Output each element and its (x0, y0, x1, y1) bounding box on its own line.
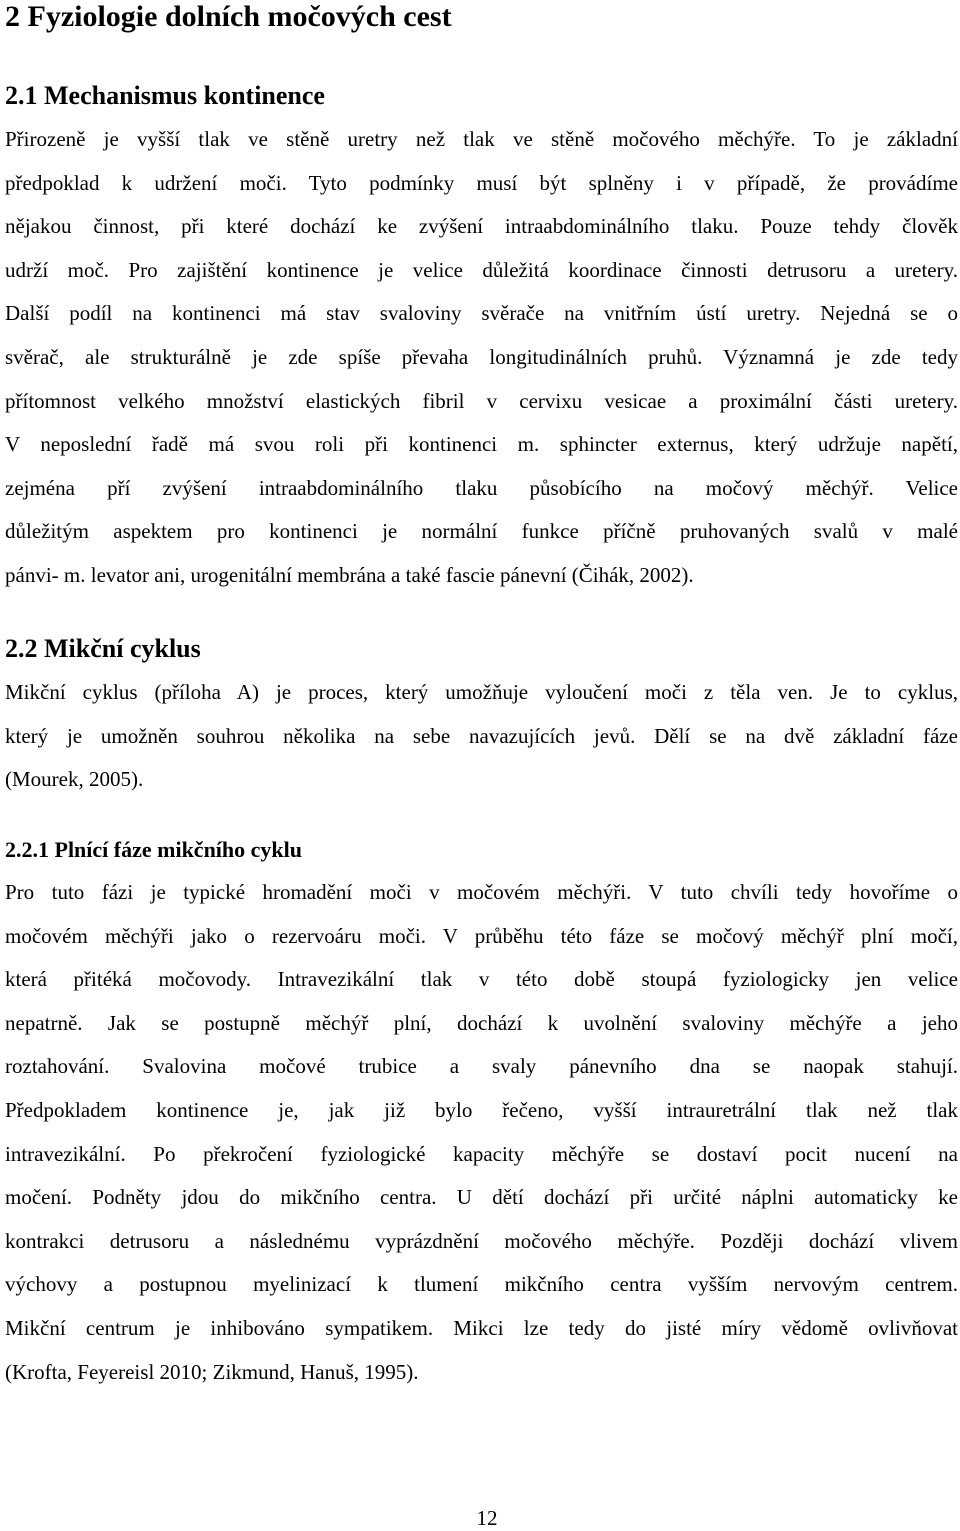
text-line: Předpokladem kontinence je, jak již bylo řečeno, vyšší intrauretrální tlak než tlak (5, 1097, 958, 1122)
text-line: který je umožněn souhrou několika na sebe navazujících jevů. Dělí se na dvě základní fáze (5, 723, 958, 748)
text-line: přítomnost velkého množství elastických fibril v cervixu vesicae a proximální části uretery. (5, 388, 958, 413)
text-line: nějakou činnost, při které dochází ke zvýšení intraabdominálního tlaku. Pouze tehdy člověk (5, 214, 958, 239)
text-line: Další podíl na kontinenci má stav svaloviny svěrače na vnitřním ústí uretry. Nejedná se o (5, 301, 958, 326)
text-line: která přitéká močovody. Intravezikální tlak v této době stoupá fyziologicky jen velice (5, 967, 958, 992)
paragraph-plnici-faze (5, 877, 958, 1400)
chapter-title: 2 Fyziologie dolních močových cest (5, 0, 452, 33)
section-heading-mechanismus-kontinence: 2.1 Mechanismus kontinence (5, 81, 325, 110)
text-line: Mikční cyklus (příloha A) je proces, který umožňuje vyloučení moči z těla ven. Je to cyklus, (5, 680, 958, 704)
text-line: předpoklad k udržení moči. Tyto podmínky musí být splněny i v případě, že provádíme (5, 170, 958, 195)
text-line: výchovy a postupnou myelinizací k tlumení mikčního centra vyšším nervovým centrem. (5, 1272, 958, 1297)
text-line: intravezikální. Po překročení fyziologické kapacity měchýře se dostaví pocit nucení na (5, 1141, 958, 1166)
paragraph-mechanismus-kontinence (5, 124, 958, 604)
text-line: nepatrně. Jak se postupně měchýř plní, dochází k uvolnění svaloviny měchýře a jeho (5, 1010, 958, 1035)
text-line: močovém měchýři jako o rezervoáru moči. V průběhu této fáze se močový měchýř plní močí, (5, 923, 958, 948)
subsection-heading-plnici-faze: 2.2.1 Plnící fáze mikčního cyklu (5, 837, 302, 862)
text-line: V neposlední řadě má svou roli při kontinenci m. sphincter externus, který udržuje napětí, (5, 432, 958, 457)
paragraph-mikcni-cyklus (5, 677, 958, 808)
text-line: udrží moč. Pro zajištění kontinence je velice důležitá koordinace činnosti detrusoru a uretery. (5, 257, 958, 282)
text-line: (Mourek, 2005). (5, 767, 144, 792)
text-line: Pro tuto fázi je typické hromadění moči v močovém měchýři. V tuto chvíli tedy hovoříme o (5, 880, 958, 904)
text-line: roztahování. Svalovina močové trubice a svaly pánevního dna se naopak stahují. (5, 1054, 958, 1079)
page-number: 12 (476, 1506, 498, 1530)
text-line: kontrakci detrusoru a následnému vyprázdnění močového měchýře. Později dochází vlivem (5, 1228, 958, 1253)
text-line: močení. Podněty jdou do mikčního centra. U dětí dochází při určité náplni automaticky ke (5, 1185, 958, 1210)
text-line: svěrač, ale strukturálně je zde spíše převaha longitudinálních pruhů. Významná je zde tedy (5, 344, 958, 369)
section-heading-mikcni-cyklus: 2.2 Mikční cyklus (5, 634, 201, 663)
text-line: důležitým aspektem pro kontinenci je normální funkce příčně pruhovaných svalů v malé (5, 519, 958, 544)
text-line: Přirozeně je vyšší tlak ve stěně uretry než tlak ve stěně močového měchýře. To je základní (5, 127, 958, 151)
text-line: Mikční centrum je inhibováno sympatikem. Mikci lze tedy do jisté míry vědomě ovlivňovat (5, 1315, 958, 1340)
text-line: zejména pří zvýšení intraabdominálního tlaku působícího na močový měchýř. Velice (5, 475, 958, 500)
text-line: pánvi- m. levator ani, urogenitální membrána a také fascie pánevní (Čihák, 2002). (5, 562, 694, 587)
text-line: (Krofta, Feyereisl 2010; Zikmund, Hanuš, 1995). (5, 1359, 419, 1384)
